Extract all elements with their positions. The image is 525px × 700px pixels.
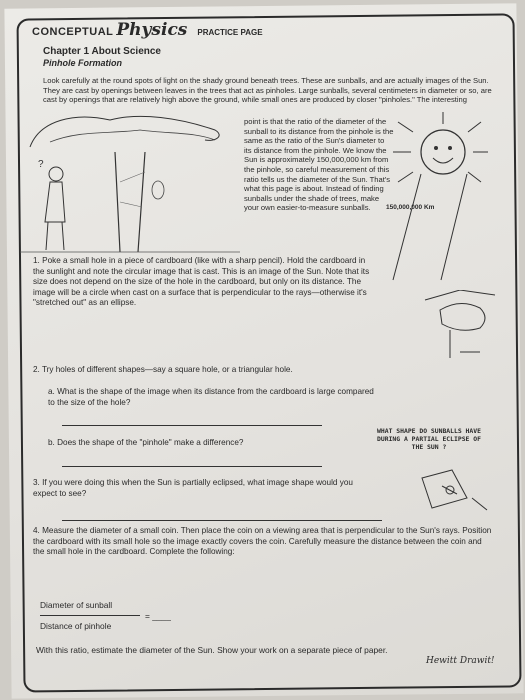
answer-line-3[interactable] — [62, 520, 382, 521]
svg-text:?: ? — [38, 159, 44, 170]
worksheet-subtitle: Pinhole Formation — [43, 58, 123, 68]
intro-paragraph: Look carefully at the round spots of light on the shady ground beneath trees. These are sunballs, and are actually images of the Sun. They are cast by openings between leaves in the trees that act as pinholes. Large sunballs, several centimeters in diameter or so, are cast by openings that are relatively high above the ground, while small ones are produced by closer "pinholes." The interesting — [43, 76, 492, 104]
cardboard-drawing — [412, 468, 492, 518]
hand-cardboard-illustration — [420, 290, 500, 360]
header-physics-logo: Physics — [116, 20, 188, 40]
eclipse-note: WHAT SHAPE DO SUNBALLS HAVE DURING A PARTIAL ECLIPSE OF THE SUN ? — [377, 427, 481, 451]
page-header — [32, 20, 263, 40]
chapter-title: Chapter 1 About Science — [43, 46, 161, 57]
answer-line-2a[interactable] — [62, 425, 322, 426]
author-signature: Hewitt Drawit! — [426, 656, 495, 666]
tree-illustration — [20, 112, 240, 257]
sun-distance-label: 150,000,000 Km — [386, 204, 435, 211]
ratio-denominator: Distance of pinhole — [40, 621, 112, 631]
final-instruction: With this ratio, estimate the diameter of the Sun. Show your work on a separate piece of paper. — [36, 645, 388, 655]
ratio-fraction-line — [40, 615, 140, 616]
header-conceptual: CONCEPTUAL — [32, 26, 114, 38]
question-4: 4. Measure the diameter of a small coin. Then place the coin on a viewing area that is perpendicular to the Sun's rays. Position the cardboard with its small hole so the image exactly covers the coin. Carefully measure the distance between the coin and the small hole in the cardboard. Complete the following: — [33, 526, 492, 556]
intro-paragraph-continued: point is that the ratio of the diameter of the sunball to its distance from the pinhole is the same as the ratio of the Sun's diameter to its distance from the pinhole. We know the Sun is approximately 150,000,000 km from the pinhole, so careful measurement of this ratio tells us the diameter of the Sun. That's what this page is about. Instead of finding sunballs under the shade of trees, make your own easier-to-measure sunballs. — [244, 117, 394, 213]
ratio-numerator: Diameter of sunball — [40, 600, 113, 610]
question-1: 1. Poke a small hole in a piece of cardboard (like with a sharp pencil). Hold the cardboard in the sunlight and note the circular image that is cast. This is an image of the Sun. Note that its size does not depend on the size of the hole in the cardboard, but only on its distance. The image will be a circle when cast on a surface that is perpendicular to the rays—otherwise it's "stretched out" as an ellipse. — [33, 256, 370, 307]
question-2a: a. What is the shape of the image when its distance from the cardboard is large compared to the size of the hole? — [48, 387, 374, 407]
question-2b: b. Does the shape of the "pinhole" make a difference? — [48, 438, 244, 447]
question-2: 2. Try holes of different shapes—say a square hole, or a triangular hole. — [33, 365, 293, 374]
question-3: 3. If you were doing this when the Sun is partially eclipsed, what image shape would you expect to see? — [33, 478, 353, 498]
sun-illustration — [383, 112, 493, 282]
ratio-equals: = ____ — [145, 611, 171, 621]
header-practice-page: PRACTICE PAGE — [197, 28, 263, 37]
answer-line-2b[interactable] — [62, 466, 322, 467]
